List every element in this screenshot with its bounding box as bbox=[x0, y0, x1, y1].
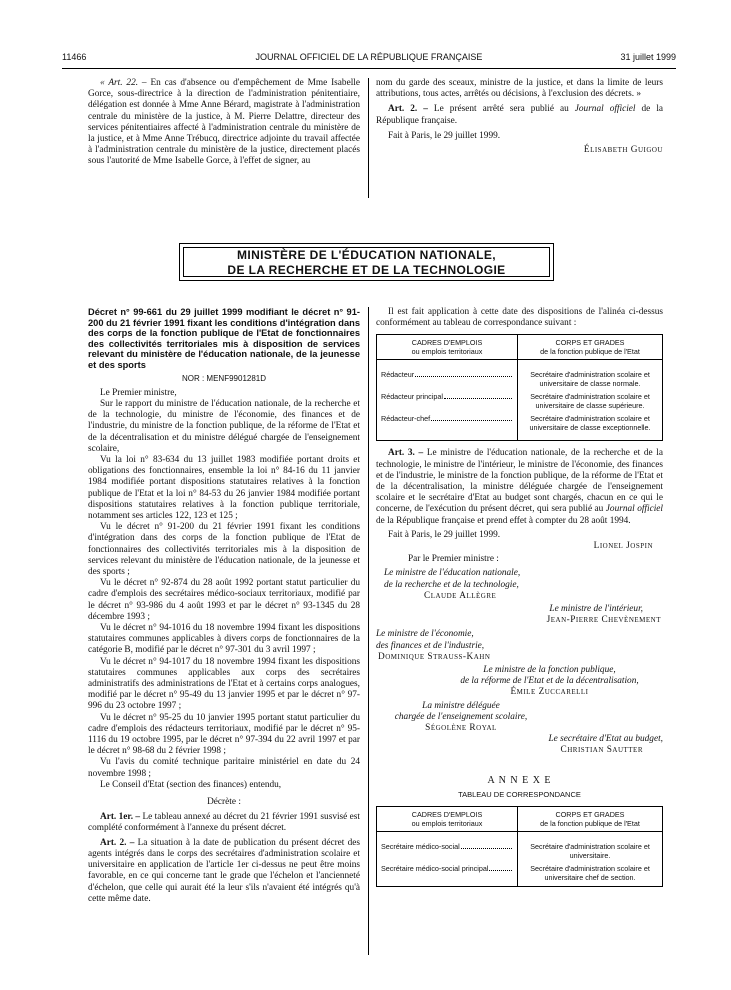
nor-reference: NOR : MENF9901281D bbox=[181, 373, 267, 383]
par-le-premier-ministre: Par le Premier ministre : bbox=[408, 554, 499, 565]
table1-head-left-1: CADRES D'EMPLOIS bbox=[411, 338, 483, 348]
header-rule bbox=[62, 68, 676, 69]
table1-head-right bbox=[518, 335, 663, 360]
decree-article-2 bbox=[88, 838, 360, 905]
sig3-title-2: des finances et de l'industrie, bbox=[376, 640, 485, 651]
signature-block-chevenement bbox=[376, 604, 661, 626]
signature-jospin: Lionel Jospin bbox=[593, 541, 653, 552]
table2-row1-left: Secrétaire médico-social principal bbox=[381, 864, 489, 874]
visa-3: Vu le décret n° 91-200 du 21 février 1991 fixant les conditions d'intégration dans des corps de la fonction publique de l'Etat de fonctionnaires des collectivités territoriales mis à la disposition de services relevant du ministère de l'éducation nationale, de la jeunesse et des sports ; bbox=[88, 522, 360, 578]
annexe-heading: A N N E X E bbox=[487, 774, 552, 786]
page-number: 11466 bbox=[62, 52, 87, 62]
decree-article-3-label: Art. 3. – bbox=[388, 448, 424, 459]
table1-head-right-1: CORPS ET GRADES bbox=[555, 338, 625, 348]
ministry-banner bbox=[179, 243, 554, 281]
visa-4: Vu le décret n° 92-874 du 28 août 1992 portant statut particulier du cadre d'emplois des secrétaires médico-sociaux territoriaux, modifié par le décret n° 93-986 du 4 août 1993 et par le décret n° 93-1345 du 28 décembre 1993 ; bbox=[88, 578, 360, 622]
table-intro: Il est fait application à cette date des dispositions de l'alinéa ci-dessus conformément au tableau de correspondance suivant : bbox=[376, 307, 663, 329]
signature-block-strauss-kahn bbox=[376, 629, 663, 663]
decree-title: Décret n° 99-661 du 29 juillet 1999 modifiant le décret n° 91-200 du 21 février 1991 fixant les conditions d'intégration dans des corps de la fonction publique de l'Etat de fonctionnaires des collectivités territoriales mis à disposition de services relevant du ministère de l'éducation nationale, de la jeunesse et des sports bbox=[88, 307, 360, 370]
table1-head-left bbox=[377, 335, 518, 360]
table2-head-left bbox=[377, 807, 518, 832]
visa-5: Vu le décret n° 94-1016 du 18 novembre 1994 fixant les dispositions statutaires communes applicables à divers corps de fonctionnaires de la catégorie B, modifié par le décret n° 97-301 du 3 avril 1997 ; bbox=[88, 623, 360, 656]
sig5-title-1: La ministre déléguée bbox=[422, 700, 500, 711]
visa-7: Vu le décret n° 95-25 du 10 janvier 1995 portant statut particulier du cadre d'emplois des rédacteurs territoriaux, modifié par le décret n° 95-1116 du 19 octobre 1995, par le décret n° 97-394 du 22 avril 1997 et par le décret n° 98-68 du 2 février 1998 ; bbox=[88, 712, 360, 757]
table2-row1-right: Secrétaire d'administration scolaire et universitaire chef de section. bbox=[530, 864, 650, 883]
sig2-name: Jean-Pierre Chevènement bbox=[546, 615, 661, 626]
signature-block-royal bbox=[376, 701, 546, 735]
table1-row0-right: Secrétaire d'administration scolaire et universitaire de classe normale. bbox=[530, 370, 650, 389]
decree-column-rule bbox=[368, 307, 369, 955]
decree-article-1 bbox=[88, 812, 360, 834]
visa-2: Vu la loi n° 83-634 du 13 juillet 1983 modifiée portant droits et obligations des fonctionnaires, ensemble la loi n° 84-16 du 11 janvier 1984 modifiée portant dispositions statutaires relatives à la fonction publique de l'Etat et la loi n° 84-53 du 26 janvier 1984 modifiée portant dispositions statutaires relatives à la fonction publique territoriale, notamment ses articles 122, 123 et 125 ; bbox=[88, 454, 360, 521]
table2-head-left-2: ou emplois territoriaux bbox=[411, 819, 483, 829]
sig1-title-1: Le ministre de l'éducation nationale, bbox=[384, 568, 521, 579]
signature-block-allegre bbox=[384, 568, 663, 602]
sig4-title-2: de la réforme de l'Etat et de la décentralisation, bbox=[460, 676, 639, 687]
visa-1: Sur le rapport du ministre de l'éducation nationale, de la recherche et de la technologie, du ministre de l'économie, des finances et de l'industrie, du ministre de la fonction publique, de la réforme de l'Etat et de la décentralisation et du ministre délégué chargée de l'enseignement scolaire, bbox=[88, 398, 360, 454]
decree-article-2-label: Art. 2. – bbox=[100, 837, 135, 848]
journal-title: JOURNAL OFFICIEL DE LA RÉPUBLIQUE FRANÇAISE bbox=[255, 52, 483, 62]
article-22-text: En cas d'absence ou d'empêchement de Mme Isabelle Gorce, sous-directrice à la direction de l'administration pénitentiaire, délégation est donnée à Mme Anne Bérard, magistrate à l'administration centrale du ministère de la justice, à M. Pierre Delattre, directeur des services pénitentiaires affecté à l'administration centrale du ministère de la justice, et à Mme Anne Trébucq, directrice adjointe du travail affectée à l'administration centrale du ministère de la justice, directement placés sous l'autorité de Mme Isabelle Gorce, à l'effet de signer, au bbox=[88, 78, 360, 167]
article-22 bbox=[88, 78, 360, 168]
arrete-article-2-label: Art. 2. – bbox=[388, 104, 428, 115]
table2-head-right bbox=[518, 807, 663, 832]
table1-row0-left: Rédacteur bbox=[381, 370, 415, 380]
table1-head-right-2: de la fonction publique de l'Etat bbox=[540, 347, 640, 357]
visa-6: Vu le décret n° 94-1017 du 18 novembre 1994 fixant les dispositions statutaires communes applicables aux corps des secrétaires administratifs des administrations de l'Etat et à certains corps analogues, modifié par le décret n° 95-49 du 13 janvier 1995 et par le décret n° 97-996 du 23 octobre 1997 ; bbox=[88, 656, 360, 712]
table-row bbox=[377, 390, 663, 412]
sig4-name: Émile Zuccarelli bbox=[510, 687, 589, 698]
decree-article-2-text: La situation à la date de publication du présent décret des agents intégrés dans le corps des secrétaires d'administration scolaire et universitaire en application de l'article 1er ci-dessus ne peut être moins favorable, en ce qui concerne tant le grade que l'échelon et l'ancienneté d'échelon, que celle qui aurait été la leur s'ils n'avaient été intégrés qu'à cette même date. bbox=[88, 837, 361, 904]
table2-row0-left: Secrétaire médico-social bbox=[381, 842, 460, 852]
fait-a-paris-1: Fait à Paris, le 29 juillet 1999. bbox=[388, 130, 501, 141]
decree-article-3 bbox=[376, 448, 663, 526]
journal-officiel-ref-2: Journal officiel bbox=[605, 504, 664, 515]
arrete-article-2-text-b: de la République française. bbox=[376, 104, 664, 126]
decree-article-1-label: Art. 1er. – bbox=[100, 812, 141, 823]
table1-row2-left: Rédacteur-chef bbox=[381, 414, 431, 424]
article-22-continuation: nom du garde des sceaux, ministre de la justice, et dans la limite de leurs attributions, tous actes, arrêtés ou décisions, à l'exclusion des décrets. » bbox=[376, 78, 663, 100]
sig4-title-1: Le ministre de la fonction publique, bbox=[483, 665, 616, 676]
journal-officiel-ref: Journal officiel bbox=[574, 104, 636, 115]
fait-a-paris-2: Fait à Paris, le 29 juillet 1999. bbox=[388, 529, 501, 540]
ministry-line-2: DE LA RECHERCHE ET DE LA TECHNOLOGIE bbox=[227, 262, 506, 277]
sig3-name: Dominique Strauss-Kahn bbox=[378, 651, 491, 662]
arrete-article-2-text-a: Le présent arrêté sera publié au bbox=[433, 104, 569, 115]
arrete-article-2 bbox=[376, 104, 663, 126]
decree-right-column bbox=[376, 307, 663, 887]
sig1-title-2: de la recherche et de la technologie, bbox=[384, 579, 519, 590]
table1-row1-right: Secrétaire d'administration scolaire et universitaire de classe supérieure. bbox=[530, 392, 650, 411]
top-left-column bbox=[88, 78, 360, 168]
top-right-column bbox=[376, 78, 663, 156]
correspondence-table-1 bbox=[376, 334, 663, 441]
sig6-title: Le secrétaire d'Etat au budget, bbox=[548, 734, 663, 745]
decrete: Décrète : bbox=[207, 797, 241, 808]
table2-head-left-1: CADRES D'EMPLOIS bbox=[411, 810, 483, 820]
signature-guigou: Élisabeth Guigou bbox=[583, 145, 663, 156]
decree-article-3-text-a: Le ministre de l'éducation nationale, de la recherche et de la technologie, le ministre de l'intérieur, le ministre de l'économie, des finances et de l'industrie, le ministre de la fonction publique, de la réforme de l'Etat et de la décentralisation, la ministre déléguée chargée de l'enseignement scolaire et le secrétaire d'Etat au budget sont chargés, chacun en ce qui le concerne, de l'exécution du présent décret, qui sera publié au bbox=[376, 448, 663, 515]
visa-9: Le Conseil d'Etat (section des finances) entendu, bbox=[100, 779, 282, 790]
decree-article-3-text-b: de la République française et prend effet à compter du 28 août 1994. bbox=[376, 515, 631, 526]
table1-row2-right: Secrétaire d'administration scolaire et universitaire de classe exceptionnelle. bbox=[529, 414, 651, 433]
publication-date: 31 juillet 1999 bbox=[620, 52, 676, 62]
correspondence-table-2 bbox=[376, 806, 663, 887]
sig6-name: Christian Sautter bbox=[560, 745, 643, 756]
visa-8: Vu l'avis du comité technique paritaire ministériel en date du 24 novembre 1998 ; bbox=[88, 757, 360, 779]
sig3-title-1: Le ministre de l'économie, bbox=[376, 629, 474, 640]
signature-block-zuccarelli bbox=[436, 665, 663, 699]
table1-row2-left-cell bbox=[377, 412, 518, 441]
article-22-label: « Art. 22. – bbox=[100, 78, 147, 88]
sig1-name: Claude Allègre bbox=[424, 590, 497, 601]
sig5-name: Ségolène Royal bbox=[425, 723, 497, 734]
visa-0: Le Premier ministre, bbox=[100, 387, 177, 398]
table2-row1-left-cell bbox=[377, 862, 518, 887]
decree-left-column bbox=[88, 307, 360, 905]
table1-head-left-2: ou emplois territoriaux bbox=[411, 347, 483, 357]
table2-row0-left-cell bbox=[377, 832, 518, 863]
sig5-title-2: chargée de l'enseignement scolaire, bbox=[394, 711, 528, 722]
signature-block-sautter bbox=[376, 734, 663, 756]
ministry-line-1: MINISTÈRE DE L'ÉDUCATION NATIONALE, bbox=[236, 248, 497, 262]
top-column-rule bbox=[368, 78, 369, 198]
table-row bbox=[377, 862, 663, 887]
table1-row1-left-cell bbox=[377, 390, 518, 412]
table2-head-right-2: de la fonction publique de l'Etat bbox=[540, 819, 640, 829]
table1-row1-left: Rédacteur principal bbox=[381, 392, 443, 402]
page-header bbox=[62, 52, 676, 66]
sig2-title: Le ministre de l'intérieur, bbox=[549, 604, 643, 615]
table-row bbox=[377, 832, 663, 863]
annexe-subheading: TABLEAU DE CORRESPONDANCE bbox=[458, 789, 581, 799]
table-row bbox=[377, 412, 663, 441]
table-row bbox=[377, 360, 663, 391]
table2-row0-right: Secrétaire d'administration scolaire et universitaire. bbox=[530, 842, 650, 861]
table1-row0-left-cell bbox=[377, 360, 518, 391]
decree-article-1-text: Le tableau annexé au décret du 21 février 1991 susvisé est complété conformément à l'annexe du présent décret. bbox=[88, 812, 361, 834]
table2-head-right-1: CORPS ET GRADES bbox=[555, 810, 625, 820]
